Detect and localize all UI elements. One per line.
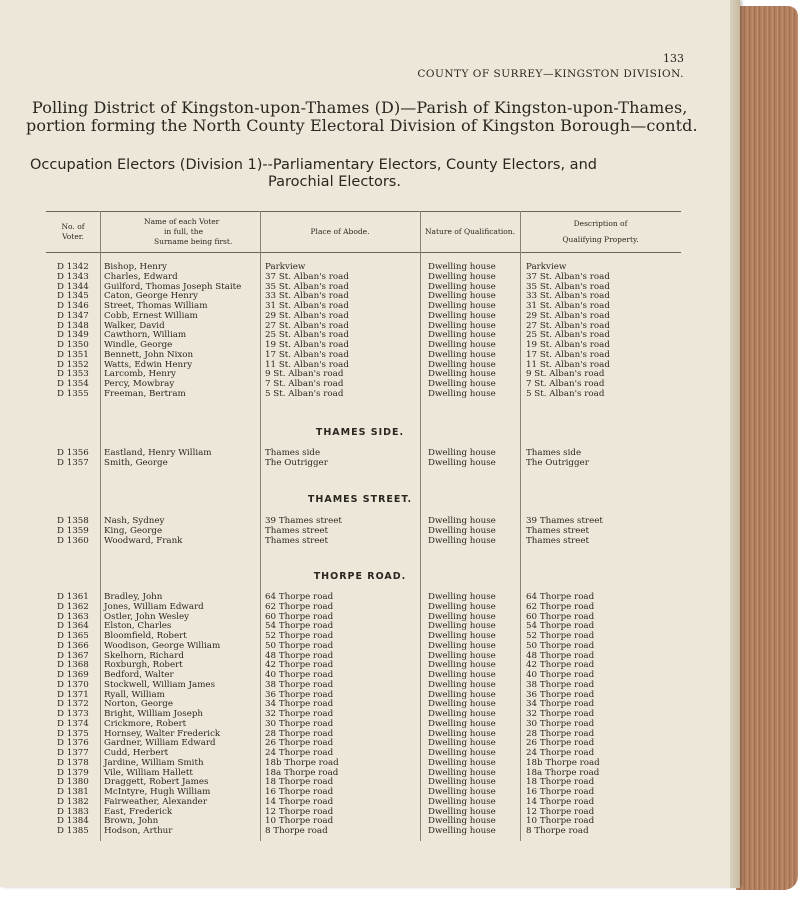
voter-name: Bishop, Henry <box>104 262 167 272</box>
voter-name: Eastland, Henry William <box>104 448 212 458</box>
elector-row <box>0 340 700 350</box>
voter-name: Bennett, John Nixon <box>104 349 194 360</box>
qualifying-property: 24 Thorpe road <box>526 748 595 758</box>
nature-of-qualification: Dwelling house <box>428 767 496 778</box>
nature-of-qualification: Dwelling house <box>428 448 496 458</box>
voter-number: D 1359 <box>57 525 89 536</box>
voter-number: D 1372 <box>57 699 89 710</box>
nature-of-qualification: Dwelling house <box>428 516 496 526</box>
header-nature-label: Nature of Qualification. <box>424 227 516 236</box>
nature-of-qualification: Dwelling house <box>428 660 496 671</box>
place-of-abode: 9 St. Alban's road <box>265 369 344 380</box>
place-of-abode: 11 St. Alban's road <box>265 359 349 370</box>
place-of-abode: 33 St. Alban's road <box>265 291 349 302</box>
voter-number: D 1347 <box>57 310 89 321</box>
header-property-line2: Qualifying Property. <box>562 235 639 244</box>
qualifying-property: Parkview <box>526 262 567 272</box>
place-of-abode: 12 Thorpe road <box>265 806 334 817</box>
running-head: COUNTY OF SURREY—KINGSTON DIVISION. <box>417 68 684 80</box>
qualifying-property: Thames side <box>526 448 582 458</box>
voter-name: Cobb, Ernest William <box>104 310 198 321</box>
elector-row <box>0 797 700 807</box>
elector-row <box>0 631 700 641</box>
qualifying-property: 16 Thorpe road <box>526 787 595 797</box>
place-of-abode: 54 Thorpe road <box>265 621 334 632</box>
elector-row <box>0 321 700 331</box>
voter-number: D 1353 <box>57 369 89 380</box>
nature-of-qualification: Dwelling house <box>428 320 496 331</box>
section-heading <box>30 157 690 191</box>
voter-name: Jardine, William Smith <box>104 757 204 768</box>
page-curl-edge <box>730 0 740 888</box>
voter-name: Smith, George <box>104 457 168 468</box>
voter-name: Ostler, John Wesley <box>104 611 190 622</box>
voter-name: Percy, Mowbray <box>104 379 175 389</box>
qualifying-property: 62 Thorpe road <box>526 601 595 612</box>
qualifying-property: 18 Thorpe road <box>526 777 595 788</box>
elector-row <box>0 621 700 631</box>
place-of-abode: 8 Thorpe road <box>265 826 328 836</box>
qualifying-property: 5 St. Alban's road <box>526 388 605 399</box>
qualifying-property: 18b Thorpe road <box>526 757 600 768</box>
nature-of-qualification: Dwelling house <box>428 592 496 602</box>
elector-row <box>0 389 700 399</box>
place-of-abode: 18 Thorpe road <box>265 777 334 788</box>
nature-of-qualification: Dwelling house <box>428 621 496 632</box>
section-heading-line1: Occupation Electors (Division 1)--Parliamentary Electors, County Electors, and <box>30 157 597 173</box>
elector-row <box>0 282 700 292</box>
voter-number: D 1375 <box>57 728 89 739</box>
nature-of-qualification: Dwelling house <box>428 271 496 282</box>
nature-of-qualification: Dwelling house <box>428 379 496 389</box>
place-of-abode: 48 Thorpe road <box>265 650 334 661</box>
qualifying-property: 26 Thorpe road <box>526 738 595 749</box>
nature-of-qualification: Dwelling house <box>428 340 496 350</box>
voter-name: Hornsey, Walter Frederick <box>104 728 221 739</box>
nature-of-qualification: Dwelling house <box>428 689 496 700</box>
voter-number: D 1380 <box>57 777 89 788</box>
elector-row <box>0 699 700 709</box>
place-of-abode: Thames street <box>265 535 329 546</box>
voter-name: Woodward, Frank <box>104 535 183 546</box>
voter-name: Windle, George <box>104 340 173 350</box>
elector-row <box>0 807 700 817</box>
page-number: 133 <box>663 52 684 65</box>
place-of-abode: 35 St. Alban's road <box>265 281 349 292</box>
qualifying-property: 40 Thorpe road <box>526 670 595 680</box>
elector-row <box>0 272 700 282</box>
voter-number: D 1376 <box>57 738 89 749</box>
nature-of-qualification: Dwelling house <box>428 796 496 807</box>
voter-number: D 1381 <box>57 787 89 797</box>
elector-row <box>0 787 700 797</box>
voter-number: D 1355 <box>57 388 89 399</box>
nature-of-qualification: Dwelling house <box>428 281 496 292</box>
elector-row <box>0 816 700 826</box>
qualifying-property: 38 Thorpe road <box>526 679 595 690</box>
place-of-abode: 38 Thorpe road <box>265 679 334 690</box>
book-fore-edge <box>736 6 798 890</box>
elector-row <box>0 330 700 340</box>
place-of-abode: 60 Thorpe road <box>265 611 334 622</box>
nature-of-qualification: Dwelling house <box>428 806 496 817</box>
qualifying-property: 33 St. Alban's road <box>526 291 610 302</box>
voter-number: D 1368 <box>57 660 89 671</box>
qualifying-property: 8 Thorpe road <box>526 826 589 836</box>
qualifying-property: 25 St. Alban's road <box>526 330 610 341</box>
qualifying-property: 30 Thorpe road <box>526 718 595 729</box>
voter-number: D 1344 <box>57 281 89 292</box>
elector-row <box>0 826 700 836</box>
voter-number: D 1369 <box>57 670 89 680</box>
voter-number: D 1346 <box>57 301 89 311</box>
elector-row <box>0 369 700 379</box>
place-of-abode: Thames street <box>265 525 329 536</box>
nature-of-qualification: Dwelling house <box>428 631 496 641</box>
place-of-abode: 36 Thorpe road <box>265 689 334 700</box>
elector-row <box>0 660 700 670</box>
voter-name: Larcomb, Henry <box>104 369 176 380</box>
voter-name: Caton, George Henry <box>104 291 198 302</box>
voter-number: D 1350 <box>57 340 89 350</box>
place-of-abode: 39 Thames street <box>265 516 342 526</box>
voter-name: Stockwell, William James <box>104 679 216 690</box>
qualifying-property: Thames street <box>526 535 590 546</box>
place-of-abode: 14 Thorpe road <box>265 796 334 807</box>
place-of-abode: 18a Thorpe road <box>265 767 339 778</box>
qualifying-property: 42 Thorpe road <box>526 660 595 671</box>
nature-of-qualification: Dwelling house <box>428 457 496 468</box>
nature-of-qualification: Dwelling house <box>428 650 496 661</box>
place-of-abode: 50 Thorpe road <box>265 640 334 651</box>
voter-number: D 1354 <box>57 379 89 389</box>
voter-name: Draggett, Robert James <box>104 777 209 788</box>
nature-of-qualification: Dwelling house <box>428 718 496 729</box>
place-of-abode: 42 Thorpe road <box>265 660 334 671</box>
voter-name: Bedford, Walter <box>104 670 174 680</box>
voter-name: King, George <box>104 525 163 536</box>
elector-row <box>0 592 700 602</box>
nature-of-qualification: Dwelling house <box>428 757 496 768</box>
header-voter-name-line2: in full, the <box>164 227 204 236</box>
nature-of-qualification: Dwelling house <box>428 748 496 758</box>
qualifying-property: 64 Thorpe road <box>526 592 595 602</box>
place-of-abode: 5 St. Alban's road <box>265 388 344 399</box>
voter-name: Cawthorn, William <box>104 330 187 341</box>
qualifying-property: 32 Thorpe road <box>526 709 595 719</box>
voter-number: D 1378 <box>57 757 89 768</box>
voter-number: D 1343 <box>57 271 89 282</box>
voter-name: Watts, Edwin Henry <box>104 359 193 370</box>
voter-name: Nash, Sydney <box>104 516 165 526</box>
voter-number: D 1363 <box>57 611 89 622</box>
voter-number: D 1356 <box>57 448 89 458</box>
nature-of-qualification: Dwelling house <box>428 310 496 321</box>
place-of-abode: Parkview <box>265 262 306 272</box>
place-of-abode: 31 St. Alban's road <box>265 301 349 311</box>
voter-name: Fairweather, Alexander <box>104 796 207 807</box>
place-of-abode: 28 Thorpe road <box>265 728 334 739</box>
qualifying-property: 28 Thorpe road <box>526 728 595 739</box>
place-of-abode: 32 Thorpe road <box>265 709 334 719</box>
nature-of-qualification: Dwelling house <box>428 777 496 788</box>
elector-row <box>0 729 700 739</box>
elector-row <box>0 536 700 546</box>
nature-of-qualification: Dwelling house <box>428 301 496 311</box>
place-of-abode: 16 Thorpe road <box>265 787 334 797</box>
voter-number: D 1379 <box>57 767 89 778</box>
nature-of-qualification: Dwelling house <box>428 291 496 302</box>
place-of-abode: 30 Thorpe road <box>265 718 334 729</box>
voter-name: Street, Thomas William <box>104 301 208 311</box>
elector-row <box>0 448 700 458</box>
voter-number: D 1373 <box>57 709 89 719</box>
qualifying-property: 60 Thorpe road <box>526 611 595 622</box>
elector-row <box>0 360 700 370</box>
voter-name: Ryall, William <box>104 689 165 700</box>
header-voter-name-line3: Surname being first. <box>154 237 233 246</box>
qualifying-property: 36 Thorpe road <box>526 689 595 700</box>
voter-number: D 1360 <box>57 535 89 546</box>
qualifying-property: 29 St. Alban's road <box>526 310 610 321</box>
place-of-abode: 37 St. Alban's road <box>265 271 349 282</box>
voter-number: D 1362 <box>57 601 89 612</box>
place-of-abode: 24 Thorpe road <box>265 748 334 758</box>
elector-row <box>0 709 700 719</box>
nature-of-qualification: Dwelling house <box>428 670 496 680</box>
qualifying-property: Thames street <box>526 525 590 536</box>
elector-row <box>0 719 700 729</box>
voter-name: Bright, William Joseph <box>104 709 204 719</box>
voter-name: Skelhorn, Richard <box>104 650 184 661</box>
qualifying-property: 54 Thorpe road <box>526 621 595 632</box>
nature-of-qualification: Dwelling house <box>428 816 496 827</box>
header-qualifying-property <box>520 212 681 252</box>
table-header <box>46 211 681 253</box>
qualifying-property: 7 St. Alban's road <box>526 379 605 389</box>
nature-of-qualification: Dwelling house <box>428 826 496 836</box>
voter-number: D 1361 <box>57 592 89 602</box>
elector-row <box>0 262 700 272</box>
nature-of-qualification: Dwelling house <box>428 728 496 739</box>
voter-number: D 1384 <box>57 816 89 827</box>
voter-name: Hodson, Arthur <box>104 826 173 836</box>
elector-row <box>0 379 700 389</box>
qualifying-property: 10 Thorpe road <box>526 816 595 827</box>
street-heading: THAMES SIDE. <box>315 427 405 438</box>
voter-name: East, Frederick <box>104 806 173 817</box>
voter-name: Freeman, Bertram <box>104 388 186 399</box>
nature-of-qualification: Dwelling house <box>428 535 496 546</box>
voter-name: Cudd, Herbert <box>104 748 169 758</box>
elector-row <box>0 680 700 690</box>
nature-of-qualification: Dwelling house <box>428 738 496 749</box>
place-of-abode: Thames side <box>265 448 321 458</box>
elector-row <box>0 311 700 321</box>
voter-number: D 1345 <box>57 291 89 302</box>
qualifying-property: 17 St. Alban's road <box>526 349 610 360</box>
header-voter-number-line1: No. of <box>61 222 85 231</box>
voter-name: Woodison, George William <box>104 640 221 651</box>
voter-number: D 1366 <box>57 640 89 651</box>
place-of-abode: 17 St. Alban's road <box>265 349 349 360</box>
voter-name: Elston, Charles <box>104 621 172 632</box>
qualifying-property: 14 Thorpe road <box>526 796 595 807</box>
voter-number: D 1349 <box>57 330 89 341</box>
elector-row <box>0 458 700 468</box>
place-of-abode: 7 St. Alban's road <box>265 379 344 389</box>
voter-name: McIntyre, Hugh William <box>104 787 211 797</box>
voter-name: Norton, George <box>104 699 173 710</box>
place-of-abode: 26 Thorpe road <box>265 738 334 749</box>
place-of-abode: 27 St. Alban's road <box>265 320 349 331</box>
section-heading-line2: Parochial Electors. <box>268 174 401 190</box>
nature-of-qualification: Dwelling house <box>428 330 496 341</box>
voter-number: D 1357 <box>57 457 89 468</box>
voter-name: Jones, William Edward <box>104 601 204 612</box>
elector-row <box>0 651 700 661</box>
elector-row <box>0 777 700 787</box>
place-of-abode: 29 St. Alban's road <box>265 310 349 321</box>
place-of-abode: 52 Thorpe road <box>265 631 334 641</box>
qualifying-property: 12 Thorpe road <box>526 806 595 817</box>
qualifying-property: 37 St. Alban's road <box>526 271 610 282</box>
qualifying-property: 35 St. Alban's road <box>526 281 610 292</box>
qualifying-property: 19 St. Alban's road <box>526 340 610 350</box>
qualifying-property: 18a Thorpe road <box>526 767 600 778</box>
qualifying-property: 52 Thorpe road <box>526 631 595 641</box>
voter-name: Guilford, Thomas Joseph Staite <box>104 281 242 292</box>
place-of-abode: 34 Thorpe road <box>265 699 334 710</box>
header-place-of-abode-label: Place of Abode. <box>310 227 370 236</box>
nature-of-qualification: Dwelling house <box>428 709 496 719</box>
elector-row <box>0 758 700 768</box>
street-heading: THORPE ROAD. <box>313 571 407 582</box>
elector-row <box>0 768 700 778</box>
voter-name: Bloomfield, Robert <box>104 631 187 641</box>
elector-row <box>0 301 700 311</box>
nature-of-qualification: Dwelling house <box>428 359 496 370</box>
elector-row <box>0 738 700 748</box>
qualifying-property: 39 Thames street <box>526 516 603 526</box>
place-of-abode: 40 Thorpe road <box>265 670 334 680</box>
elector-row <box>0 690 700 700</box>
header-property-line1: Description of <box>573 219 628 228</box>
nature-of-qualification: Dwelling house <box>428 640 496 651</box>
voter-number: D 1385 <box>57 826 89 836</box>
voter-name: Roxburgh, Robert <box>104 660 183 671</box>
qualifying-property: 11 St. Alban's road <box>526 359 610 370</box>
header-place-of-abode <box>260 212 420 252</box>
voter-name: Walker, David <box>104 320 165 331</box>
elector-row <box>0 612 700 622</box>
nature-of-qualification: Dwelling house <box>428 787 496 797</box>
voter-number: D 1358 <box>57 516 89 526</box>
nature-of-qualification: Dwelling house <box>428 699 496 710</box>
voter-number: D 1365 <box>57 631 89 641</box>
qualifying-property: 31 St. Alban's road <box>526 301 610 311</box>
voter-name: Bradley, John <box>104 592 163 602</box>
nature-of-qualification: Dwelling house <box>428 679 496 690</box>
qualifying-property: 50 Thorpe road <box>526 640 595 651</box>
voter-number: D 1370 <box>57 679 89 690</box>
voter-number: D 1352 <box>57 359 89 370</box>
voter-number: D 1383 <box>57 806 89 817</box>
header-voter-number <box>46 212 100 252</box>
header-voter-name-line1: Name of each Voter <box>144 217 220 226</box>
nature-of-qualification: Dwelling house <box>428 601 496 612</box>
qualifying-property: 27 St. Alban's road <box>526 320 610 331</box>
elector-row <box>0 748 700 758</box>
voter-number: D 1351 <box>57 349 89 360</box>
place-of-abode: The Outrigger <box>265 457 328 468</box>
voter-number: D 1371 <box>57 689 89 700</box>
elector-row <box>0 526 700 536</box>
voter-name: Crickmore, Robert <box>104 718 187 729</box>
place-of-abode: 10 Thorpe road <box>265 816 334 827</box>
elector-row <box>0 516 700 526</box>
nature-of-qualification: Dwelling house <box>428 611 496 622</box>
voter-name: Gardner, William Edward <box>104 738 216 749</box>
place-of-abode: 25 St. Alban's road <box>265 330 349 341</box>
voter-number: D 1377 <box>57 748 89 758</box>
voter-number: D 1367 <box>57 650 89 661</box>
voter-number: D 1342 <box>57 262 89 272</box>
voter-name: Vile, William Hallett <box>104 767 193 778</box>
nature-of-qualification: Dwelling house <box>428 388 496 399</box>
elector-row <box>0 291 700 301</box>
elector-row <box>0 641 700 651</box>
polling-district-subtitle: portion forming the North County Electoral Division of Kingston Borough—contd. <box>26 116 698 135</box>
voter-number: D 1364 <box>57 621 89 632</box>
qualifying-property: The Outrigger <box>526 457 589 468</box>
place-of-abode: 64 Thorpe road <box>265 592 334 602</box>
voter-name: Brown, John <box>104 816 159 827</box>
nature-of-qualification: Dwelling house <box>428 369 496 380</box>
header-voter-number-line2: Voter. <box>62 232 84 241</box>
nature-of-qualification: Dwelling house <box>428 349 496 360</box>
voter-number: D 1348 <box>57 320 89 331</box>
voter-name: Charles, Edward <box>104 271 178 282</box>
voter-number: D 1374 <box>57 718 89 729</box>
nature-of-qualification: Dwelling house <box>428 262 496 272</box>
voter-number: D 1382 <box>57 796 89 807</box>
place-of-abode: 62 Thorpe road <box>265 601 334 612</box>
nature-of-qualification: Dwelling house <box>428 525 496 536</box>
qualifying-property: 9 St. Alban's road <box>526 369 605 380</box>
header-nature-of-qualification <box>420 212 520 252</box>
polling-district-title: Polling District of Kingston-upon-Thames (D)—Parish of Kingston-upon-Thames, <box>32 98 688 117</box>
place-of-abode: 19 St. Alban's road <box>265 340 349 350</box>
elector-row <box>0 602 700 612</box>
qualifying-property: 34 Thorpe road <box>526 699 595 710</box>
place-of-abode: 18b Thorpe road <box>265 757 339 768</box>
elector-row <box>0 350 700 360</box>
elector-row <box>0 670 700 680</box>
street-heading: THAMES STREET. <box>307 494 413 505</box>
qualifying-property: 48 Thorpe road <box>526 650 595 661</box>
